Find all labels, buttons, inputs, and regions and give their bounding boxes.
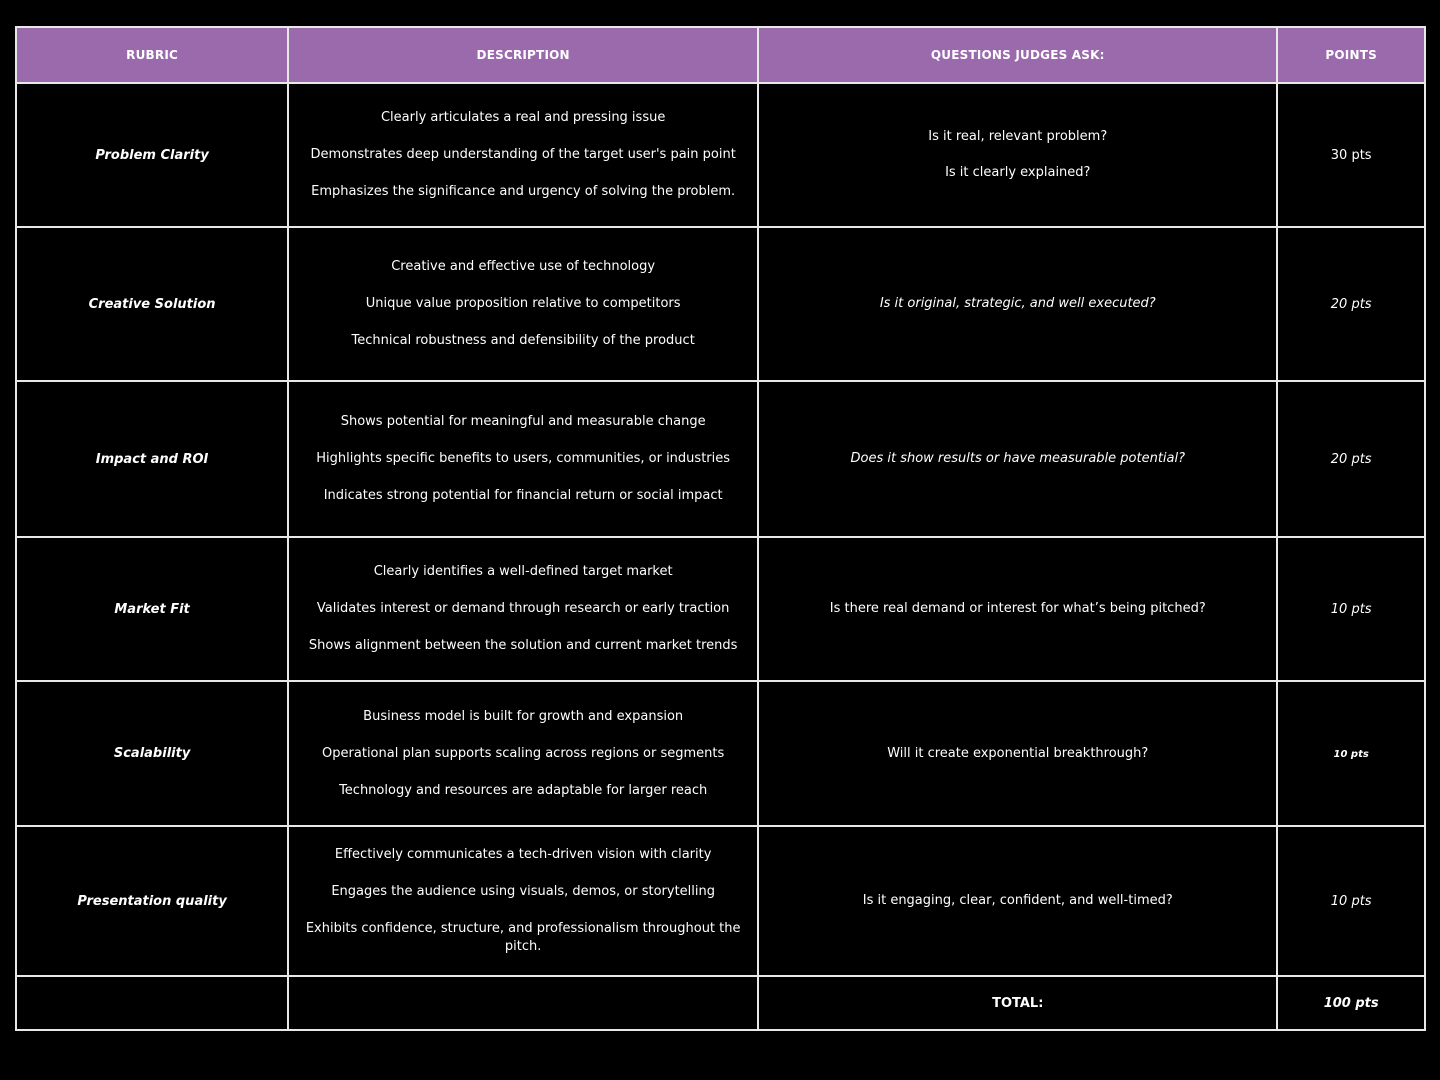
question-line: Is there real demand or interest for what’s being pitched? [829, 601, 1206, 616]
description-line: Indicates strong potential for financial return or social impact [323, 488, 723, 503]
rubric-name: Problem Clarity [95, 147, 209, 163]
description-cell [288, 537, 758, 681]
description-cell [288, 381, 758, 537]
rubric-cell [16, 537, 288, 681]
table-row [16, 83, 1425, 227]
questions-cell [758, 381, 1277, 537]
header-rubric: RUBRIC [16, 27, 288, 83]
empty-cell [288, 976, 758, 1030]
rubric-table [15, 26, 1426, 1031]
description-line: Business model is built for growth and expansion [363, 708, 684, 724]
description-line: Validates interest or demand through research or early traction [316, 601, 730, 616]
description-line: Unique value proposition relative to competitors [365, 296, 681, 311]
rubric-cell [16, 83, 288, 227]
description-line: Shows potential for meaningful and measurable change [340, 414, 706, 429]
points-cell [1277, 227, 1425, 381]
description-line: Highlights specific benefits to users, communities, or industries [316, 451, 731, 466]
description-line: Demonstrates deep understanding of the target user's pain point [310, 147, 736, 162]
questions-cell [758, 83, 1277, 227]
question-line: Is it real, relevant problem? [928, 129, 1108, 144]
description-line: Clearly identifies a well-defined target market [373, 564, 673, 579]
questions-cell [758, 227, 1277, 381]
points-cell [1277, 537, 1425, 681]
total-row [16, 976, 1425, 1030]
header-description: DESCRIPTION [288, 27, 758, 83]
rubric-name: Scalability [113, 746, 191, 761]
table-row [16, 381, 1425, 537]
description-line: Operational plan supports scaling across regions or segments [322, 745, 725, 761]
question-line: Is it engaging, clear, confident, and well-timed? [862, 893, 1173, 908]
description-line: Technology and resources are adaptable for larger reach [339, 782, 708, 798]
question-line: Is it original, strategic, and well executed? [879, 296, 1156, 311]
rubric-cell [16, 227, 288, 381]
questions-cell [758, 537, 1277, 681]
points-value: 10 pts [1330, 893, 1372, 909]
points-cell [1277, 681, 1425, 826]
description-line: Technical robustness and defensibility of the product [351, 333, 695, 348]
points-cell [1277, 826, 1425, 976]
table-row [16, 227, 1425, 381]
rubric-cell [16, 681, 288, 826]
table-row [16, 681, 1425, 826]
description-line: Shows alignment between the solution and current market trends [308, 638, 738, 653]
points-value: 10 pts [1330, 601, 1372, 617]
question-line: Is it clearly explained? [945, 165, 1091, 180]
description-line: Engages the audience using visuals, demos, or storytelling [331, 884, 715, 899]
question-line: Does it show results or have measurable potential? [850, 451, 1186, 466]
points-cell [1277, 381, 1425, 537]
questions-cell [758, 826, 1277, 976]
description-cell [288, 681, 758, 826]
empty-cell [16, 976, 288, 1030]
total-value-cell [1277, 976, 1425, 1030]
description-line: Clearly articulates a real and pressing issue [380, 110, 666, 125]
header-points: POINTS [1277, 27, 1425, 83]
rubric-cell [16, 826, 288, 976]
description-line: Emphasizes the significance and urgency of solving the problem. [311, 184, 736, 199]
points-value: 10 pts [1333, 749, 1369, 760]
description-cell [288, 227, 758, 381]
description-cell [288, 83, 758, 227]
rubric-name: Creative Solution [88, 296, 216, 312]
questions-cell [758, 681, 1277, 826]
description-line: Creative and effective use of technology [391, 259, 656, 274]
points-value: 20 pts [1330, 451, 1372, 467]
header-questions: QUESTIONS JUDGES ASK: [758, 27, 1277, 83]
description-cell [288, 826, 758, 976]
points-value: 20 pts [1330, 296, 1372, 312]
rubric-cell [16, 381, 288, 537]
description-line: Exhibits confidence, structure, and professionalism throughout the pitch. [305, 921, 741, 954]
points-value: 30 pts [1330, 147, 1372, 163]
rubric-name: Presentation quality [77, 893, 227, 909]
description-line: Effectively communicates a tech-driven vision with clarity [334, 847, 712, 862]
table-row [16, 826, 1425, 976]
total-label-cell [758, 976, 1277, 1030]
rubric-name: Market Fit [114, 601, 190, 617]
total-label: TOTAL: [992, 995, 1044, 1011]
rubric-name: Impact and ROI [95, 451, 209, 467]
points-cell [1277, 83, 1425, 227]
table-row [16, 537, 1425, 681]
question-line: Will it create exponential breakthrough? [887, 745, 1149, 761]
total-value: 100 pts [1323, 995, 1379, 1011]
header-row [16, 27, 1425, 83]
